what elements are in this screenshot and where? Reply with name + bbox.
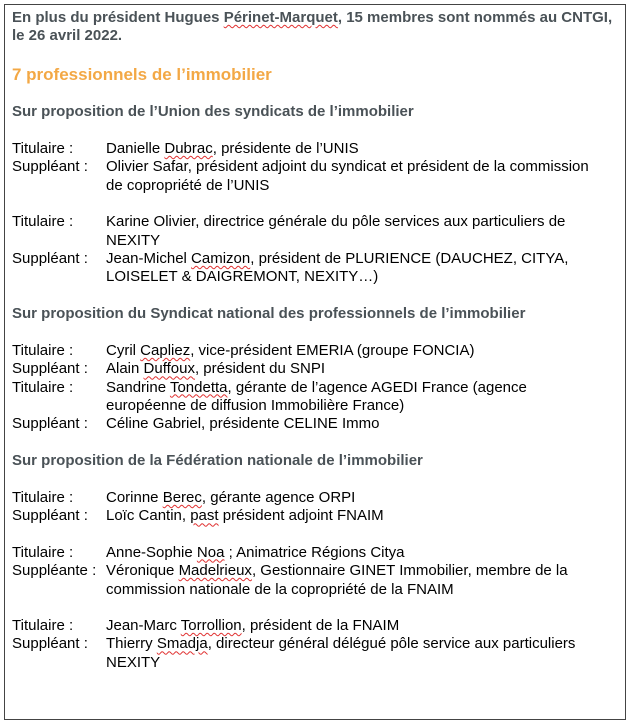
member-entry [12,489,620,507]
member-text: , présidente de l’UNIS [212,140,359,157]
member-text: , Gestionnaire GINET Immobilier, membre de la commission nationale de la copropriété de la FNAIM [106,562,568,598]
member-text: , président de PLURIENCE (DAUCHEZ, CITYA, LOISELET & DAIGREMONT, NEXITY…) [106,250,569,286]
member-role-label: Suppléant : [12,507,88,525]
sections-container [12,103,620,672]
member-flagged-word: Madelrieux [178,562,252,580]
member-flagged-word: Duffoux [143,360,195,378]
member-description [106,489,620,507]
member-flagged-word: Smadja [156,635,208,653]
member-role-label: Suppléant : [12,635,88,653]
intro-paragraph [12,9,620,45]
member-entry [12,140,620,158]
member-flagged-word: past [190,507,219,525]
member-description [106,379,620,416]
member-role-label: Titulaire : [12,213,74,231]
member-description [106,342,620,360]
member-role-label: Titulaire : [12,341,74,359]
document-content [12,9,620,672]
member-text: Jean-Michel [106,250,192,268]
member-flagged-word: Noa [196,543,225,561]
member-flagged-word: Dubrac [164,140,213,157]
member-description [106,213,620,250]
member-role-label: Suppléant : [12,360,88,378]
member-text: Karine Olivier, directrice générale du pôle services aux particuliers de NEXITY [106,213,566,249]
member-flagged-word: Berec [162,488,202,506]
member-description [106,617,620,635]
member-text: ; Animatrice Régions Citya [224,543,405,561]
member-description [106,158,620,195]
member-role-label: Titulaire : [12,543,74,561]
member-role-label: Suppléante : [12,562,97,580]
member-role-label: Titulaire : [12,378,74,396]
member-description [106,250,620,287]
member-text: , vice-président EMERIA (groupe FONCIA) [190,341,475,359]
member-text: Jean-Marc [106,616,181,634]
member-entry [12,617,620,635]
member-text: Thierry [106,635,157,653]
role-title: 7 professionnels de l’immobilier [12,65,272,84]
section-title: Sur proposition de l’Union des syndicats de l’immobilier [12,103,414,120]
member-role-label: Suppléant : [12,415,88,433]
member-description [106,140,620,158]
member-role-label: Suppléant : [12,250,88,268]
member-description [106,635,620,672]
member-entry [12,507,620,525]
member-entry [12,158,620,195]
member-group [12,213,620,287]
member-group [12,544,620,599]
member-text: Céline Gabriel, présidente CELINE Immo [106,415,380,433]
member-group [12,342,620,434]
member-text: , directeur général délégué pôle service aux particuliers NEXITY [106,635,576,671]
member-text: Loïc Cantin, [106,507,191,525]
member-group [12,489,620,526]
member-text: Olivier Safar, président adjoint du syndicat et président de la commission de copropriété de l’UNIS [106,158,589,194]
member-description [106,415,620,433]
intro-text-before: En plus du président Hugues [12,9,224,26]
member-description [106,360,620,378]
member-group [12,617,620,672]
member-group [12,140,620,195]
member-text: président adjoint FNAIM [218,507,384,525]
member-entry [12,360,620,378]
member-flagged-word: Torrollion [180,616,242,634]
member-description [106,507,620,525]
member-entry [12,342,620,360]
member-text: Anne-Sophie [106,543,197,561]
member-flagged-word: Tondetta [169,378,228,396]
member-entry [12,379,620,416]
member-role-label: Suppléant : [12,158,88,176]
member-entry [12,544,620,562]
member-flagged-word: Capliez [140,341,191,359]
member-role-label: Titulaire : [12,140,74,157]
member-flagged-word: Camizon [191,250,251,268]
section-title: Sur proposition du Syndicat national des professionnels de l’immobilier [12,304,526,322]
member-text: Danielle [106,140,165,157]
member-text: , président du SNPI [194,360,326,378]
member-text: , gérante de l’agence AGEDI France (agence européenne de diffusion Immobilière France) [106,378,527,415]
member-role-label: Titulaire : [12,488,74,506]
member-description [106,544,620,562]
member-text: Corinne [106,488,163,506]
member-role-label: Titulaire : [12,616,74,634]
document-frame [4,4,626,720]
member-description [106,562,620,599]
member-text: Véronique [106,562,179,580]
member-text: , président de la FNAIM [241,616,400,634]
member-entry [12,213,620,250]
member-text: , gérante agence ORPI [201,488,356,506]
member-text: Alain [106,360,144,378]
section-title: Sur proposition de la Fédération nationale de l’immobilier [12,451,423,469]
intro-president-name: Périnet-Marquet [223,9,338,26]
intro-text-after: , 15 membres sont nommés au CNTGI, le 26 avril 2022. [12,9,613,44]
member-text: Sandrine [106,378,170,396]
member-entry [12,250,620,287]
member-entry [12,635,620,672]
member-entry [12,415,620,433]
member-text: Cyril [106,341,141,359]
member-entry [12,562,620,599]
